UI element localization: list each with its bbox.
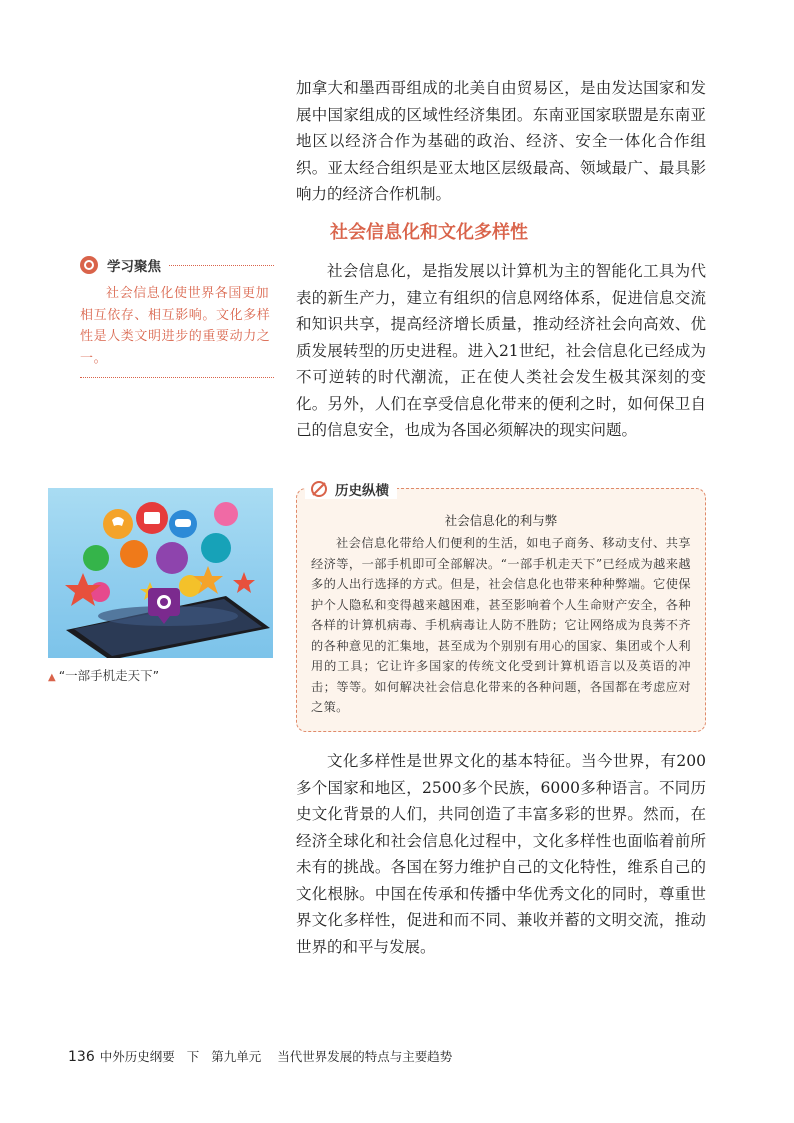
learning-focus-text: 社会信息化使世界各国更加相互依存、相互影响。文化多样性是人类文明进步的重要动力之一。 — [80, 286, 271, 366]
page-number: 136 — [68, 1049, 95, 1065]
cart-bubble-icon — [83, 545, 109, 571]
section-heading: 社会信息化和文化多样性 — [330, 222, 528, 243]
learning-focus-box — [80, 253, 274, 378]
unit-label: 第九单元 — [211, 1049, 262, 1064]
phone-apps-drawing — [48, 488, 273, 658]
music-bubble-icon — [120, 540, 148, 568]
book-title: 中外历史纲要 — [99, 1049, 175, 1064]
learning-focus-header — [80, 253, 274, 277]
dotted-divider — [169, 265, 274, 266]
body-paragraph-cultural-diversity: 文化多样性是世界文化的基本特征。当今世界，有200多个国家和地区，2500多个民族，6000多种语言。不同历史文化背景的人们，共同创造了丰富多彩的世界。然而，在经济全球化和社会信息化过程中，文化多样性也面临着前所未有的挑战。各国在努力维护自己的文化特性，维系自己的文化根脉。中国在传承和传播中华优秀文化的同时，尊重世界文化多样性，促进和而不同、兼收并蓄的文明交流，推动世界的和平与发展。 — [296, 752, 706, 956]
history-panorama-box — [296, 483, 706, 732]
photo-caption-text: “一部手机走天下” — [58, 668, 160, 683]
smartphone-apps-illustration — [48, 488, 273, 658]
book-volume: 下 — [186, 1049, 200, 1064]
search-bubble-icon — [201, 533, 231, 563]
target-icon — [80, 256, 98, 274]
history-box-text: 社会信息化带给人们便利的生活，如电子商务、移动支付、共享经济等，一部手机即可全部解决。“一部手机走天下”已经成为越来越多的人出行选择的方式。但是，社会信息化也带来种种弊端。它使保护个人隐私和变得越来越困难，甚至影响着个人生命财产安全，各种各样的计算机病毒、手机病毒让人防不胜防；它让网络成为良莠不齐的各种意见的汇集地，甚至成为个别别有用心的国家、集团或个人利用的工具；它让许多国家的传统文化受到计算机语言以及英语的冲击；等等。如何解决社会信息化带来的各种问题，各国都在考虑应对之策。 — [311, 536, 691, 714]
heart-bubble-icon — [214, 502, 238, 526]
star-shape — [233, 572, 255, 593]
body-paragraph-top: 加拿大和墨西哥组成的北美自由贸易区，是由发达国家和发展中国家组成的区域性经济集团。东南亚国家联盟是东南亚地区以经济合作为基础的政治、经济、安全一体化合作组织。亚太经合组织是亚太地区层级最高、领域最广、最具影响力的经济合作机制。 — [296, 79, 706, 203]
unit-title: 当代世界发展的特点与主要趋势 — [277, 1049, 453, 1064]
history-box-header — [305, 479, 397, 499]
dotted-divider-bottom — [80, 377, 274, 378]
history-box-subtitle: 社会信息化的利与弊 — [444, 513, 558, 528]
learning-focus-title: 学习聚焦 — [107, 259, 161, 275]
history-box-title: 历史纵横 — [335, 483, 389, 499]
page-footer — [68, 1047, 452, 1065]
photo-caption — [48, 666, 159, 684]
body-paragraph-informatization: 社会信息化，是指发展以计算机为主的智能化工具为代表的新生产力，建立有组织的信息网络体系，促进信息交流和知识共享，提高经济增长质量，推动经济社会向高效、优质发展转型的历史进程。进入21世纪，社会信息化已经成为不可逆转的时代潮流，正在使人类社会发生极其深刻的变化。另外，人们在享受信息化带来的便利之时，如何保卫自己的信息安全，也成为各国必须解决的现实问题。 — [296, 262, 706, 439]
headphone-bubble-icon — [156, 542, 188, 574]
history-scroll-icon — [309, 479, 329, 499]
caption-triangle-icon: ▲ — [48, 672, 56, 683]
